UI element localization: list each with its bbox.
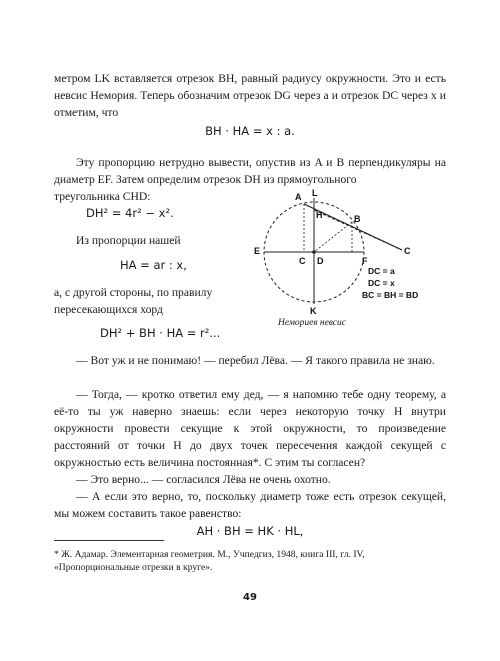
legend-line-1: DC = a (368, 266, 395, 276)
label-e: E (254, 246, 261, 256)
figure-caption: Немориев невсис (278, 318, 346, 328)
equation-5: AH · BH = HK · HL, (196, 524, 304, 538)
paragraph-6: — Тогда, — кротко ответил ему дед, — я напомню тебе одну теорему, а её-то ты уж наверно знаешь: если через некоторую точку H внутри окружности провести секущие к этой окружности, то произведение расстояний от точки H до двух точек пересечения каждой секущей с окружностью есть величина постоянная*. С этим ты согласен? (54, 388, 446, 469)
paragraph-2: Эту пропорцию нетрудно вывести, опустив из A и B перпендикуляры на диаметр EF. Затем определим отрезок DH из прямоугольного (54, 156, 446, 186)
legend-line-3: BC = BH = BD (362, 290, 419, 300)
equation-2: DH² = 4r² − x². (86, 206, 174, 220)
paragraph-3: Из пропорции нашей (76, 234, 181, 247)
footnote-rule (54, 540, 164, 541)
paragraph-8: — А если это верно, то, поскольку диаметр тоже есть отрезок секущей, мы можем составить такое равенство: (54, 490, 446, 520)
label-d: D (317, 256, 324, 266)
page-number: 49 (243, 592, 257, 603)
paragraph-7: — Это верно... — согласился Лёва не очень охотно. (76, 473, 331, 486)
paragraph-1: метром LK вставляется отрезок BH, равный радиусу окружности. Это и есть невсис Немория. Теперь обозначим отрезок DG через a и отрезок DC через x и отметим, что (54, 72, 446, 119)
equation-1: BH · HA = x : a. (205, 124, 295, 138)
label-b: B (354, 214, 361, 224)
nemorius-neusis-figure (252, 186, 448, 316)
line-bd (314, 222, 352, 252)
paragraph-2-end: треугольника CHD: (54, 190, 151, 203)
footnote: * Ж. Адамар. Элементарная геометрия. М., Учпедгиз, 1948, книга III, гл. IV, «Пропорциональные отрезки в круге». (54, 549, 365, 573)
label-c-left: C (299, 256, 306, 266)
equation-3: HA = ar : x, (120, 258, 187, 272)
label-k: K (310, 306, 317, 316)
legend-line-2: DC = x (368, 278, 395, 288)
label-c-right: C (404, 246, 411, 256)
label-h: H (316, 210, 323, 220)
equation-4: DH² + BH · HA = r²... (100, 326, 221, 340)
label-a: A (295, 192, 302, 202)
label-l: L (312, 188, 318, 198)
label-f: F (362, 256, 368, 266)
paragraph-5: — Вот уж и не понимаю! — перебил Лёва. — Я такого правила не знаю. (76, 354, 435, 367)
paragraph-4: а, с другой стороны, по правилу пересекающихся хорд (54, 286, 213, 316)
